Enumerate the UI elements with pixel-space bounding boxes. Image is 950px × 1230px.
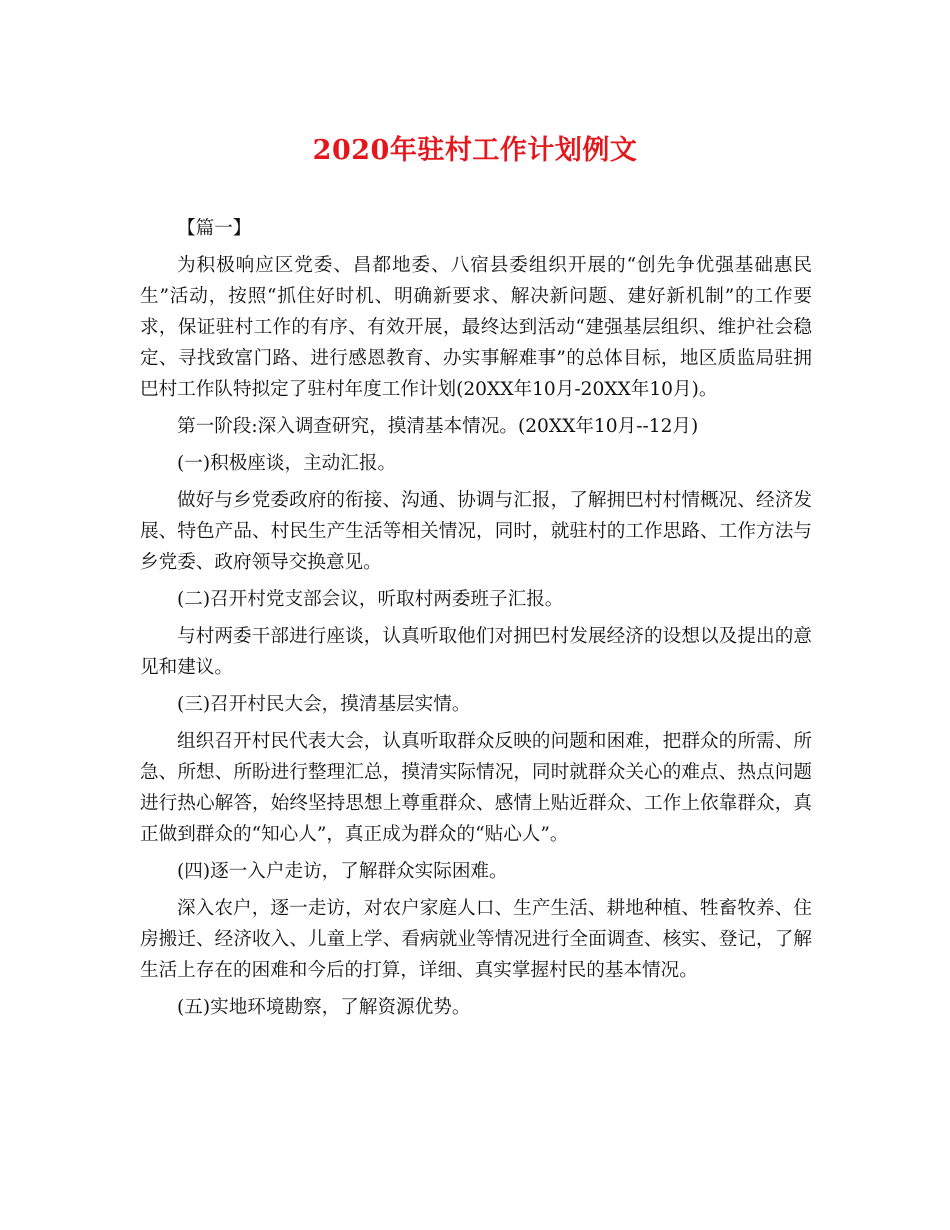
paragraph-4: 深入农户，逐一走访，对农户家庭人口、生产生活、耕地种植、牲畜牧养、住房搬迁、经济收入、儿童上学、看病就业等情况进行全面调查、核实、登记，了解生活上存在的困难和今后的打算，详细、真实掌握村民的基本情况。 <box>140 898 812 981</box>
paragraph-1: 做好与乡党委政府的衔接、沟通、协调与汇报，了解拥巴村村情概况、经济发展、特色产品、村民生产生活等相关情况，同时，就驻村的工作思路、工作方法与乡党委、政府领导交换意见。 <box>140 490 812 573</box>
subheading-4: (四)逐一入户走访，了解群众实际困难。 <box>177 861 508 882</box>
section-label: 【篇一】 <box>177 218 252 239</box>
document-body <box>140 213 812 1029</box>
paragraph-intro: 为积极响应区党委、昌都地委、八宿县委组织开展的“创先争优强基础惠民生”活动，按照“抓住好时机、明确新要求、解决新问题、建好新机制”的工作要求，保证驻村工作的有序、有效开展，最终达到活动“建强基层组织、维护社会稳定、寻找致富门路、进行感恩教育、办实事解难事”的总体目标，地区质监局驻拥巴村工作队特拟定了驻村年度工作计划(20XX年10月-20XX年10月)。 <box>140 255 812 400</box>
paragraph-3: 组织召开村民代表大会，认真听取群众反映的问题和困难，把群众的所需、所急、所想、所盼进行整理汇总，摸清实际情况，同时就群众关心的难点、热点问题进行热心解答，始终坚持思想上尊重群众、感情上贴近群众、工作上依靠群众，真正做到群众的“知心人”，真正成为群众的“贴心人”。 <box>140 731 812 845</box>
subheading-5: (五)实地环境勘察，了解资源优势。 <box>177 997 471 1018</box>
document-title: 2020年驻村工作计划例文 <box>312 135 638 166</box>
subheading-2: (二)召开村党支部会议，听取村两委班子汇报。 <box>177 589 564 610</box>
paragraph-2: 与村两委干部进行座谈，认真听取他们对拥巴村发展经济的设想以及提出的意见和建议。 <box>140 626 812 678</box>
subheading-3: (三)召开村民大会，摸清基层实情。 <box>177 694 471 715</box>
stage-heading: 第一阶段:深入调查研究，摸清基本情况。(20XX年10月--12月) <box>177 416 699 437</box>
subheading-1: (一)积极座谈，主动汇报。 <box>177 453 397 474</box>
